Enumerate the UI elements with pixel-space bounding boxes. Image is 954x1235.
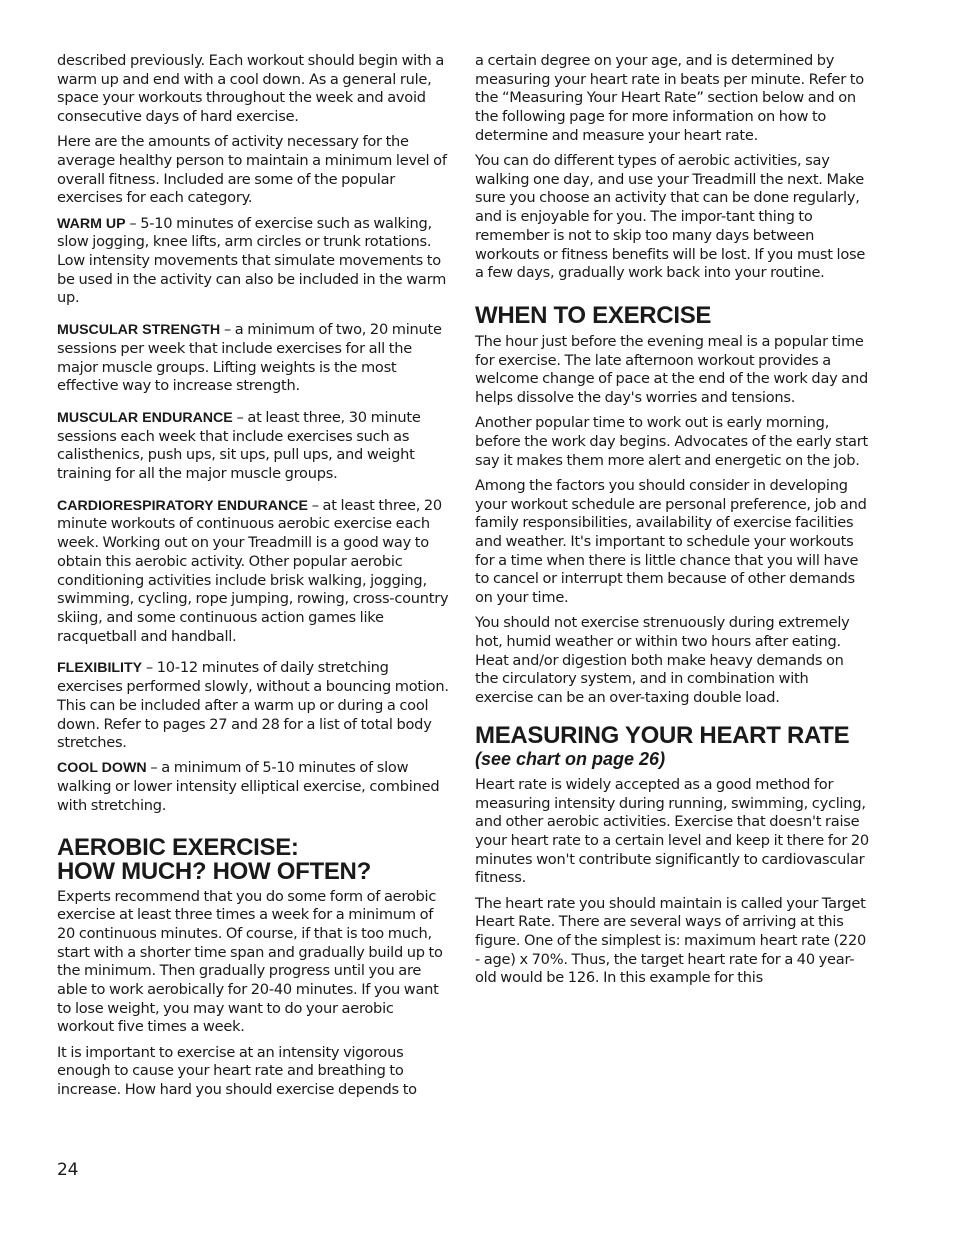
aerobic-paragraph: It is important to exercise at an intensity vigorous enough to cause your heart rate and breathing to increase. How hard you should exercise depends to: [57, 1043, 417, 1099]
category-text: – 10-12 minutes of daily stretching exercises performed slowly, without a bouncing motion. This can be included after a warm up or during a cool down. Refer to pages 27 and 28 for a list of total body stretches.: [57, 659, 449, 752]
category-text: – a minimum of two, 20 minute sessions per week that include exercises for all the major muscle groups. Lifting weights is the most effective way to increase strength.: [57, 321, 442, 395]
category-term: MUSCULAR ENDURANCE: [57, 409, 233, 426]
page-number: 24: [57, 1160, 79, 1180]
when-paragraph: The hour just before the evening meal is a popular time for exercise. The late afternoon workout provides a welcome change of pace at the end of the work day and helps dissolve the day's worries and tensions.: [475, 332, 869, 407]
continued-paragraph: You can do different types of aerobic activities, say walking one day, and use your Treadmill the next. Make sure you choose an activity that can be done regularly, and is enjoyable for you. The impor-tant thing to remember is not to skip too many days between workouts or fitness benefits will be lost. If you must lose a few days, gradually work back into your routine.: [475, 152, 866, 282]
when-to-exercise-heading: WHEN TO EXERCISE: [475, 301, 712, 329]
left-column: [57, 52, 449, 1106]
aerobic-heading-line1: AEROBIC EXERCISE:: [57, 833, 299, 861]
category-text: – a minimum of 5-10 minutes of slow walking or lower intensity elliptical exercise, combined with stretching.: [57, 759, 440, 814]
right-column: [475, 52, 869, 995]
category-muscular-endurance: [57, 409, 449, 484]
category-term: CARDIORESPIRATORY ENDURANCE: [57, 497, 308, 514]
when-paragraph: Another popular time to work out is early morning, before the work day begins. Advocates of the early start say it makes them more alert and energetic on the job.: [475, 414, 868, 469]
category-term: WARM UP: [57, 215, 126, 232]
category-cardiorespiratory-endurance: [57, 497, 449, 647]
category-term: COOL DOWN: [57, 760, 147, 777]
category-text: – at least three, 30 minute sessions each week that include exercises such as calisthenics, push ups, sit ups, pull ups, and weight training for all the major muscle groups.: [57, 408, 421, 483]
category-flexibility: [57, 659, 449, 753]
continued-paragraph: a certain degree on your age, and is determined by measuring your heart rate in beats per minute. Refer to the “Measuring Your Heart Rate” section below and on the following page for more information on how to determine and measure your heart rate.: [475, 52, 864, 144]
category-term: MUSCULAR STRENGTH: [57, 322, 221, 339]
category-muscular-strength: [57, 321, 449, 396]
heart-paragraph: Heart rate is widely accepted as a good method for measuring intensity during running, swimming, cycling, and other aerobic activities. Exercise that doesn't raise your heart rate to a certain level and keep it there for 20 minutes won't contribute significantly to cardiovascular fitness.: [475, 775, 869, 887]
when-paragraph: Among the factors you should consider in developing your workout schedule are personal preference, job and family responsibilities, availability of exercise facilities and weather. It's important to schedule your workouts for a time when there is little chance that you will have to cancel or interrupt them because of other demands on your time.: [475, 476, 867, 607]
category-warm-up: [57, 215, 449, 309]
category-text: – 5-10 minutes of exercise such as walking, slow jogging, knee lifts, arm circles or trunk rotations. Low intensity movements that simulate movements to be used in the activity can also be included in the warm up.: [57, 214, 447, 307]
aerobic-paragraph: Experts recommend that you do some form of aerobic exercise at least three times a week for a minimum of 20 continuous minutes. Of course, if that is too much, start with a shorter time span and gradually build up to the minimum. Then gradually progress until you are able to work aerobically for 20-40 minutes. If you want to lose weight, you may want to do your aerobic workout five times a week.: [57, 887, 443, 1036]
intro-paragraph: Here are the amounts of activity necessary for the average healthy person to maintain a minimum level of overall fitness. Included are some of the popular exercises for each category.: [57, 133, 447, 207]
category-cool-down: [57, 759, 449, 815]
aerobic-heading: [57, 833, 449, 885]
aerobic-heading-line2: HOW MUCH? HOW OFTEN?: [57, 857, 371, 885]
heart-paragraph: The heart rate you should maintain is called your Target Heart Rate. There are several ways of arriving at this figure. One of the simplest is: maximum heart rate (220 - age) x 70%. Thus, the target heart rate for a 40 year-old would be 126. In this example for this: [475, 894, 867, 987]
heart-rate-subheading: (see chart on page 26): [475, 748, 666, 769]
heart-rate-heading: MEASURING YOUR HEART RATE: [475, 721, 850, 749]
category-term: FLEXIBILITY: [57, 660, 143, 677]
intro-paragraph: described previously. Each workout should begin with a warm up and end with a cool down. As a general rule, space your workouts throughout the week and avoid consecutive days of hard exercise.: [57, 52, 445, 126]
when-paragraph: You should not exercise strenuously during extremely hot, humid weather or within two hours after eating. Heat and/or digestion both make heavy demands on the circulatory system, and in combination with exercise can be an over-taxing double load.: [475, 614, 850, 707]
category-text: – at least three, 20 minute workouts of continuous aerobic exercise each week. Working out on your Treadmill is a good way to obtain this aerobic activity. Other popular aerobic conditioning activities include brisk walking, jogging, swimming, cycling, rope jumping, rowing, cross-country skiing, and some continuous action games like racquetball and handball.: [57, 496, 449, 645]
